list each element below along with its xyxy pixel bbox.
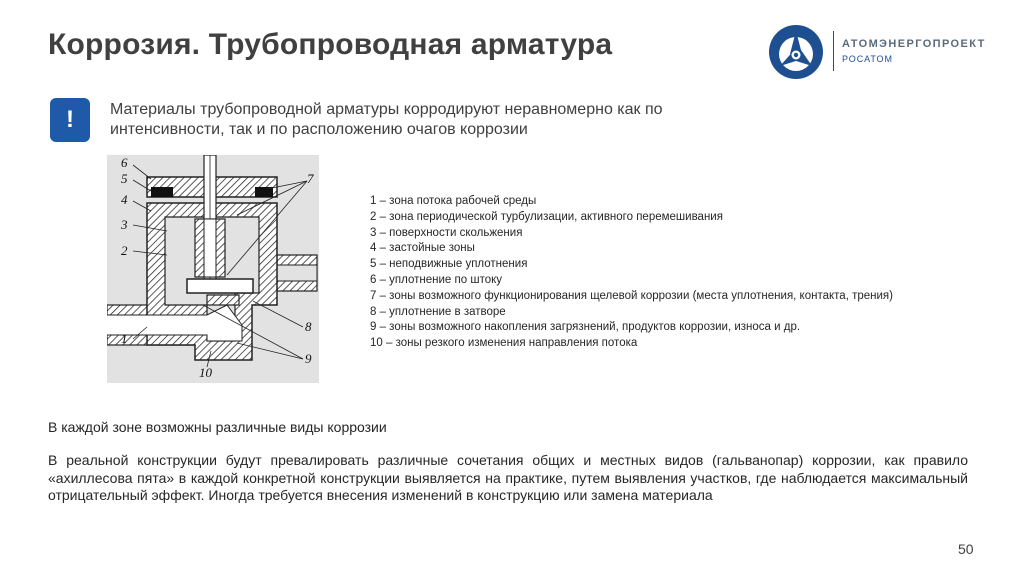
legend-item: 8 – уплотнение в затворе bbox=[370, 305, 506, 318]
legend-item: 5 – неподвижные уплотнения bbox=[370, 258, 528, 271]
figure-label-9: 9 bbox=[305, 351, 312, 366]
zone-note: В каждой зоне возможны различные виды коррозии bbox=[48, 419, 387, 435]
legend-item: 2 – зона периодической турбулизации, активного перемешивания bbox=[370, 210, 723, 223]
logo-subtitle: РОСАТОМ bbox=[842, 54, 893, 64]
figure-label-1: 1 bbox=[121, 331, 128, 346]
figure-label-2: 2 bbox=[121, 243, 128, 258]
figure-label-4: 4 bbox=[121, 192, 128, 207]
valve-diagram bbox=[107, 155, 319, 383]
alert-text: Материалы трубопроводной арматуры корродируют неравномерно как по интенсивности, так и по расположению очагов коррозии bbox=[110, 101, 663, 138]
legend-item: 1 – зона потока рабочей среды bbox=[370, 195, 537, 207]
company-logo bbox=[768, 24, 988, 80]
logo-divider bbox=[833, 31, 834, 71]
legend-item: 4 – застойные зоны bbox=[370, 242, 475, 255]
logo-company-name: АТОМЭНЕРГОПРОЕКТ bbox=[842, 38, 986, 50]
figure-label-7: 7 bbox=[307, 171, 314, 186]
figure-label-5: 5 bbox=[121, 171, 128, 186]
page-number: 50 bbox=[958, 541, 974, 557]
exclamation-icon: ! bbox=[50, 98, 90, 142]
legend-list bbox=[370, 194, 893, 352]
body-paragraph: В реальной конструкции будут превалировать различные сочетания общих и местных видов (гальванопар) коррозии, как правило «ахиллесова пята» в каждой конкретной конструкции выявляется на практике, путем выявления участков, где наблюдается максимальный отрицательный эффект. Иногда требуется внесения изменений в конструкцию или замена материала bbox=[48, 452, 968, 503]
legend-item: 9 – зоны возможного накопления загрязнений, продуктов коррозии, износа и др. bbox=[370, 321, 801, 334]
figure-label-3: 3 bbox=[121, 217, 128, 232]
page-title: Коррозия. Трубопроводная арматура bbox=[48, 28, 613, 61]
legend-item: 10 – зоны резкого изменения направления потока bbox=[370, 337, 638, 350]
rosatom-logo-icon bbox=[768, 24, 824, 80]
legend-item: 7 – зоны возможного функционирования щелевой коррозии (места уплотнения, контакта, трения) bbox=[370, 289, 893, 302]
figure-label-8: 8 bbox=[305, 319, 312, 334]
figure-label-10: 10 bbox=[199, 365, 212, 380]
legend-item: 3 – поверхности скольжения bbox=[370, 226, 523, 239]
figure-label-6: 6 bbox=[121, 155, 128, 170]
legend-item: 6 – уплотнение по штоку bbox=[370, 273, 503, 286]
